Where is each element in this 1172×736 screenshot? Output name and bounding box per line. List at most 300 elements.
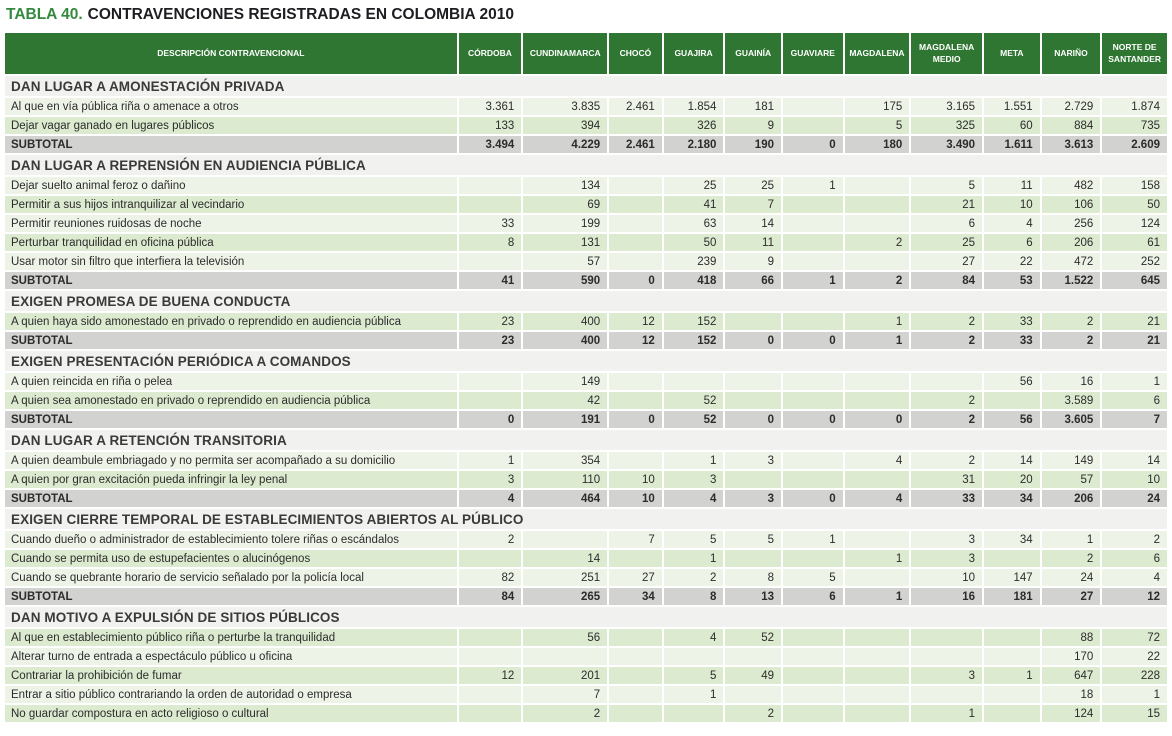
value-cell (783, 684, 845, 703)
value-cell: 4 (845, 450, 912, 469)
section-header-row (5, 74, 1167, 96)
subtotal-value-cell: 10 (609, 488, 664, 507)
value-cell: 41 (664, 194, 726, 213)
subtotal-value-cell: 3.613 (1042, 134, 1103, 153)
value-cell: 394 (523, 115, 609, 134)
value-cell: 25 (725, 175, 783, 194)
value-cell (783, 548, 845, 567)
table-body (5, 74, 1167, 722)
section-header-row (5, 428, 1167, 450)
value-cell: 325 (911, 115, 984, 134)
subtotal-value-cell: 7 (1102, 409, 1167, 428)
value-cell (523, 529, 609, 548)
value-cell (609, 175, 664, 194)
column-header: CHOCÓ (609, 33, 664, 74)
description-cell: A quien haya sido amonestado en privado o reprendido en audiencia pública (5, 311, 459, 330)
value-cell (609, 548, 664, 567)
value-cell: 2 (725, 703, 783, 722)
subtotal-label: SUBTOTAL (5, 134, 459, 153)
description-cell: A quien por gran excitación pueda infringir la ley penal (5, 469, 459, 488)
column-header: MAGDALENA MEDIO (911, 33, 984, 74)
value-cell (725, 390, 783, 409)
subtotal-value-cell: 2 (845, 270, 912, 289)
subtotal-value-cell: 0 (725, 330, 783, 349)
subtotal-value-cell: 24 (1102, 488, 1167, 507)
table-title-text: CONTRAVENCIONES REGISTRADAS EN COLOMBIA 2010 (87, 6, 514, 23)
value-cell: 63 (664, 213, 726, 232)
section-header-row (5, 289, 1167, 311)
value-cell: 23 (459, 311, 524, 330)
table-number: TABLA 40. (6, 6, 83, 23)
value-cell: 354 (523, 450, 609, 469)
subtotal-value-cell: 1 (783, 270, 845, 289)
value-cell (783, 251, 845, 270)
value-cell: 52 (664, 390, 726, 409)
value-cell: 3 (459, 469, 524, 488)
column-header: GUAINÍA (725, 33, 783, 74)
value-cell: 149 (523, 371, 609, 390)
value-cell (911, 684, 984, 703)
subtotal-label: SUBTOTAL (5, 409, 459, 428)
data-row (5, 548, 1167, 567)
subtotal-value-cell: 0 (845, 409, 912, 428)
value-cell: 7 (725, 194, 783, 213)
subtotal-row (5, 488, 1167, 507)
value-cell: 228 (1102, 665, 1167, 684)
value-cell (783, 665, 845, 684)
value-cell: 5 (845, 115, 912, 134)
value-cell: 57 (1042, 469, 1103, 488)
description-cell: Contrariar la prohibición de fumar (5, 665, 459, 684)
value-cell: 61 (1102, 232, 1167, 251)
description-cell: Al que en establecimiento público riña o perturbe la tranquilidad (5, 627, 459, 646)
subtotal-value-cell: 4 (459, 488, 524, 507)
value-cell (725, 371, 783, 390)
subtotal-label: SUBTOTAL (5, 488, 459, 507)
value-cell: 170 (1042, 646, 1103, 665)
value-cell (725, 311, 783, 330)
description-cell: Perturbar tranquilidad en oficina pública (5, 232, 459, 251)
data-row (5, 684, 1167, 703)
value-cell: 27 (911, 251, 984, 270)
value-cell (984, 703, 1042, 722)
value-cell (783, 390, 845, 409)
value-cell (609, 665, 664, 684)
value-cell (459, 684, 524, 703)
value-cell (845, 684, 912, 703)
value-cell: 152 (664, 311, 726, 330)
value-cell: 134 (523, 175, 609, 194)
value-cell: 21 (911, 194, 984, 213)
value-cell (609, 390, 664, 409)
subtotal-row (5, 134, 1167, 153)
subtotal-value-cell: 23 (459, 330, 524, 349)
value-cell (783, 646, 845, 665)
section-title: DAN LUGAR A AMONESTACIÓN PRIVADA (5, 74, 1167, 96)
subtotal-value-cell: 4 (664, 488, 726, 507)
value-cell: 1 (783, 529, 845, 548)
subtotal-label: SUBTOTAL (5, 586, 459, 605)
description-cell: Al que en vía pública riña o amenace a otros (5, 96, 459, 115)
description-cell: Usar motor sin filtro que interfiera la televisión (5, 251, 459, 270)
value-cell: 5 (664, 665, 726, 684)
value-cell: 3 (911, 665, 984, 684)
value-cell (459, 194, 524, 213)
table-title (6, 6, 1167, 24)
value-cell: 2 (1102, 529, 1167, 548)
value-cell (845, 665, 912, 684)
value-cell: 15 (1102, 703, 1167, 722)
description-cell: A quien reincida en riña o pelea (5, 371, 459, 390)
value-cell: 12 (609, 311, 664, 330)
value-cell: 7 (523, 684, 609, 703)
value-cell: 326 (664, 115, 726, 134)
value-cell: 2 (845, 232, 912, 251)
value-cell: 1 (845, 311, 912, 330)
value-cell (459, 646, 524, 665)
subtotal-value-cell: 12 (609, 330, 664, 349)
value-cell (459, 703, 524, 722)
value-cell: 57 (523, 251, 609, 270)
column-header: GUAJIRA (664, 33, 726, 74)
value-cell (783, 703, 845, 722)
subtotal-value-cell: 0 (459, 409, 524, 428)
column-header: CÓRDOBA (459, 33, 524, 74)
value-cell (664, 371, 726, 390)
data-row (5, 232, 1167, 251)
value-cell: 42 (523, 390, 609, 409)
subtotal-value-cell: 0 (609, 270, 664, 289)
value-cell: 4 (984, 213, 1042, 232)
value-cell (609, 684, 664, 703)
value-cell: 124 (1102, 213, 1167, 232)
value-cell: 12 (459, 665, 524, 684)
value-cell (725, 646, 783, 665)
value-cell: 14 (984, 450, 1042, 469)
value-cell (459, 390, 524, 409)
subtotal-value-cell: 33 (984, 330, 1042, 349)
subtotal-value-cell: 1.611 (984, 134, 1042, 153)
subtotal-value-cell: 645 (1102, 270, 1167, 289)
value-cell: 33 (984, 311, 1042, 330)
column-header: META (984, 33, 1042, 74)
subtotal-value-cell: 12 (1102, 586, 1167, 605)
value-cell (725, 469, 783, 488)
data-row (5, 390, 1167, 409)
value-cell: 5 (783, 567, 845, 586)
value-cell: 1 (664, 684, 726, 703)
value-cell: 69 (523, 194, 609, 213)
description-cell: Cuando se quebrante horario de servicio señalado por la policía local (5, 567, 459, 586)
value-cell: 1 (664, 450, 726, 469)
value-cell (783, 232, 845, 251)
subtotal-row (5, 270, 1167, 289)
subtotal-value-cell: 1.522 (1042, 270, 1103, 289)
data-row (5, 646, 1167, 665)
value-cell: 1 (1102, 371, 1167, 390)
subtotal-value-cell: 56 (984, 409, 1042, 428)
value-cell: 201 (523, 665, 609, 684)
subtotal-value-cell: 66 (725, 270, 783, 289)
value-cell: 88 (1042, 627, 1103, 646)
value-cell: 50 (1102, 194, 1167, 213)
value-cell: 21 (1102, 311, 1167, 330)
value-cell: 50 (664, 232, 726, 251)
subtotal-value-cell: 2.180 (664, 134, 726, 153)
value-cell (845, 390, 912, 409)
subtotal-value-cell: 84 (459, 586, 524, 605)
subtotal-value-cell: 0 (783, 409, 845, 428)
value-cell (845, 703, 912, 722)
subtotal-value-cell: 400 (523, 330, 609, 349)
value-cell (783, 311, 845, 330)
value-cell (984, 548, 1042, 567)
section-title: DAN LUGAR A REPRENSIÓN EN AUDIENCIA PÚBLICA (5, 153, 1167, 175)
value-cell: 181 (725, 96, 783, 115)
value-cell: 52 (725, 627, 783, 646)
value-cell: 10 (1102, 469, 1167, 488)
subtotal-value-cell: 3.494 (459, 134, 524, 153)
subtotal-value-cell: 2 (1042, 330, 1103, 349)
value-cell (911, 646, 984, 665)
subtotal-value-cell: 152 (664, 330, 726, 349)
value-cell: 1 (911, 703, 984, 722)
value-cell: 1 (459, 450, 524, 469)
data-row (5, 627, 1167, 646)
subtotal-value-cell: 3 (725, 488, 783, 507)
subtotal-value-cell: 1 (845, 330, 912, 349)
value-cell: 106 (1042, 194, 1103, 213)
subtotal-value-cell: 464 (523, 488, 609, 507)
value-cell: 2 (1042, 548, 1103, 567)
value-cell: 9 (725, 251, 783, 270)
data-row (5, 567, 1167, 586)
value-cell: 1.874 (1102, 96, 1167, 115)
subtotal-row (5, 586, 1167, 605)
subtotal-value-cell: 0 (783, 330, 845, 349)
value-cell (845, 469, 912, 488)
description-cell: Dejar vagar ganado en lugares públicos (5, 115, 459, 134)
value-cell: 2 (523, 703, 609, 722)
value-cell (609, 646, 664, 665)
column-header-description: DESCRIPCIÓN CONTRAVENCIONAL (5, 33, 459, 74)
value-cell: 251 (523, 567, 609, 586)
value-cell: 5 (725, 529, 783, 548)
description-cell: No guardar compostura en acto religioso o cultural (5, 703, 459, 722)
value-cell: 3 (664, 469, 726, 488)
subtotal-label: SUBTOTAL (5, 330, 459, 349)
value-cell: 158 (1102, 175, 1167, 194)
value-cell: 14 (1102, 450, 1167, 469)
value-cell (984, 646, 1042, 665)
subtotal-value-cell: 3.605 (1042, 409, 1103, 428)
value-cell: 10 (911, 567, 984, 586)
value-cell: 20 (984, 469, 1042, 488)
subtotal-value-cell: 4.229 (523, 134, 609, 153)
value-cell: 1 (984, 665, 1042, 684)
value-cell: 3.589 (1042, 390, 1103, 409)
data-row (5, 665, 1167, 684)
value-cell: 472 (1042, 251, 1103, 270)
value-cell: 1 (845, 548, 912, 567)
value-cell (609, 194, 664, 213)
value-cell (664, 703, 726, 722)
value-cell: 56 (523, 627, 609, 646)
value-cell: 5 (664, 529, 726, 548)
subtotal-value-cell: 265 (523, 586, 609, 605)
value-cell: 5 (911, 175, 984, 194)
contraventions-table (5, 33, 1167, 722)
value-cell (459, 627, 524, 646)
value-cell (459, 175, 524, 194)
value-cell: 8 (725, 567, 783, 586)
value-cell: 16 (1042, 371, 1103, 390)
value-cell: 647 (1042, 665, 1103, 684)
value-cell: 199 (523, 213, 609, 232)
value-cell (783, 371, 845, 390)
value-cell: 1 (1102, 684, 1167, 703)
subtotal-value-cell: 0 (783, 488, 845, 507)
value-cell (911, 627, 984, 646)
value-cell: 31 (911, 469, 984, 488)
value-cell: 3 (725, 450, 783, 469)
data-row (5, 194, 1167, 213)
value-cell: 6 (1102, 390, 1167, 409)
value-cell: 3 (911, 548, 984, 567)
value-cell: 72 (1102, 627, 1167, 646)
column-header: GUAVIARE (783, 33, 845, 74)
value-cell: 4 (1102, 567, 1167, 586)
section-header-row (5, 153, 1167, 175)
data-row (5, 469, 1167, 488)
value-cell (911, 371, 984, 390)
subtotal-value-cell: 33 (911, 488, 984, 507)
data-row (5, 703, 1167, 722)
value-cell: 482 (1042, 175, 1103, 194)
value-cell: 110 (523, 469, 609, 488)
description-cell: Alterar turno de entrada a espectáculo público u oficina (5, 646, 459, 665)
value-cell: 2 (1042, 311, 1103, 330)
description-cell: A quien deambule embriagado y no permita ser acompañado a su domicilio (5, 450, 459, 469)
subtotal-value-cell: 4 (845, 488, 912, 507)
subtotal-row (5, 330, 1167, 349)
subtotal-value-cell: 2 (911, 409, 984, 428)
section-header-row (5, 349, 1167, 371)
value-cell (725, 684, 783, 703)
description-cell: Entrar a sitio público contrariando la orden de autoridad o empresa (5, 684, 459, 703)
value-cell: 2 (911, 450, 984, 469)
data-row (5, 450, 1167, 469)
data-row (5, 371, 1167, 390)
value-cell: 2.729 (1042, 96, 1103, 115)
value-cell: 400 (523, 311, 609, 330)
value-cell: 1 (783, 175, 845, 194)
value-cell: 22 (1102, 646, 1167, 665)
value-cell: 14 (725, 213, 783, 232)
section-header-row (5, 605, 1167, 627)
column-header: NARIÑO (1042, 33, 1103, 74)
value-cell (783, 469, 845, 488)
value-cell: 11 (725, 232, 783, 251)
table-header (5, 33, 1167, 74)
subtotal-value-cell: 590 (523, 270, 609, 289)
section-title: EXIGEN PROMESA DE BUENA CONDUCTA (5, 289, 1167, 311)
section-title: EXIGEN CIERRE TEMPORAL DE ESTABLECIMIENTOS ABIERTOS AL PÚBLICO (5, 507, 1167, 529)
subtotal-value-cell: 13 (725, 586, 783, 605)
value-cell: 24 (1042, 567, 1103, 586)
value-cell: 4 (664, 627, 726, 646)
value-cell (523, 646, 609, 665)
value-cell: 239 (664, 251, 726, 270)
value-cell: 6 (911, 213, 984, 232)
subtotal-row (5, 409, 1167, 428)
value-cell: 22 (984, 251, 1042, 270)
value-cell (609, 251, 664, 270)
value-cell (609, 450, 664, 469)
data-row (5, 213, 1167, 232)
data-row (5, 175, 1167, 194)
value-cell (459, 548, 524, 567)
value-cell: 2 (911, 390, 984, 409)
value-cell: 6 (984, 232, 1042, 251)
subtotal-value-cell: 27 (1042, 586, 1103, 605)
subtotal-value-cell: 34 (984, 488, 1042, 507)
section-header-row (5, 507, 1167, 529)
subtotal-value-cell: 1 (845, 586, 912, 605)
subtotal-value-cell: 6 (783, 586, 845, 605)
value-cell (609, 213, 664, 232)
value-cell: 735 (1102, 115, 1167, 134)
value-cell (845, 627, 912, 646)
value-cell: 206 (1042, 232, 1103, 251)
value-cell (609, 115, 664, 134)
subtotal-value-cell: 16 (911, 586, 984, 605)
subtotal-value-cell: 418 (664, 270, 726, 289)
value-cell: 2 (459, 529, 524, 548)
data-row (5, 115, 1167, 134)
value-cell: 2 (664, 567, 726, 586)
value-cell: 2 (911, 311, 984, 330)
subtotal-value-cell: 180 (845, 134, 912, 153)
subtotal-value-cell: 181 (984, 586, 1042, 605)
value-cell (459, 251, 524, 270)
value-cell: 175 (845, 96, 912, 115)
value-cell: 1.551 (984, 96, 1042, 115)
value-cell (845, 213, 912, 232)
value-cell: 256 (1042, 213, 1103, 232)
value-cell: 1 (1042, 529, 1103, 548)
subtotal-value-cell: 2.461 (609, 134, 664, 153)
subtotal-value-cell: 8 (664, 586, 726, 605)
value-cell: 131 (523, 232, 609, 251)
value-cell: 1.854 (664, 96, 726, 115)
value-cell (725, 548, 783, 567)
value-cell: 252 (1102, 251, 1167, 270)
subtotal-value-cell: 191 (523, 409, 609, 428)
subtotal-value-cell: 0 (783, 134, 845, 153)
description-cell: A quien sea amonestado en privado o reprendido en audiencia pública (5, 390, 459, 409)
column-header: CUNDINAMARCA (523, 33, 609, 74)
subtotal-value-cell: 206 (1042, 488, 1103, 507)
subtotal-value-cell: 0 (609, 409, 664, 428)
section-title: DAN LUGAR A RETENCIÓN TRANSITORIA (5, 428, 1167, 450)
column-header: NORTE DE SANTANDER (1102, 33, 1167, 74)
value-cell: 25 (664, 175, 726, 194)
subtotal-value-cell: 3.490 (911, 134, 984, 153)
value-cell: 8 (459, 232, 524, 251)
subtotal-value-cell: 190 (725, 134, 783, 153)
subtotal-value-cell: 52 (664, 409, 726, 428)
